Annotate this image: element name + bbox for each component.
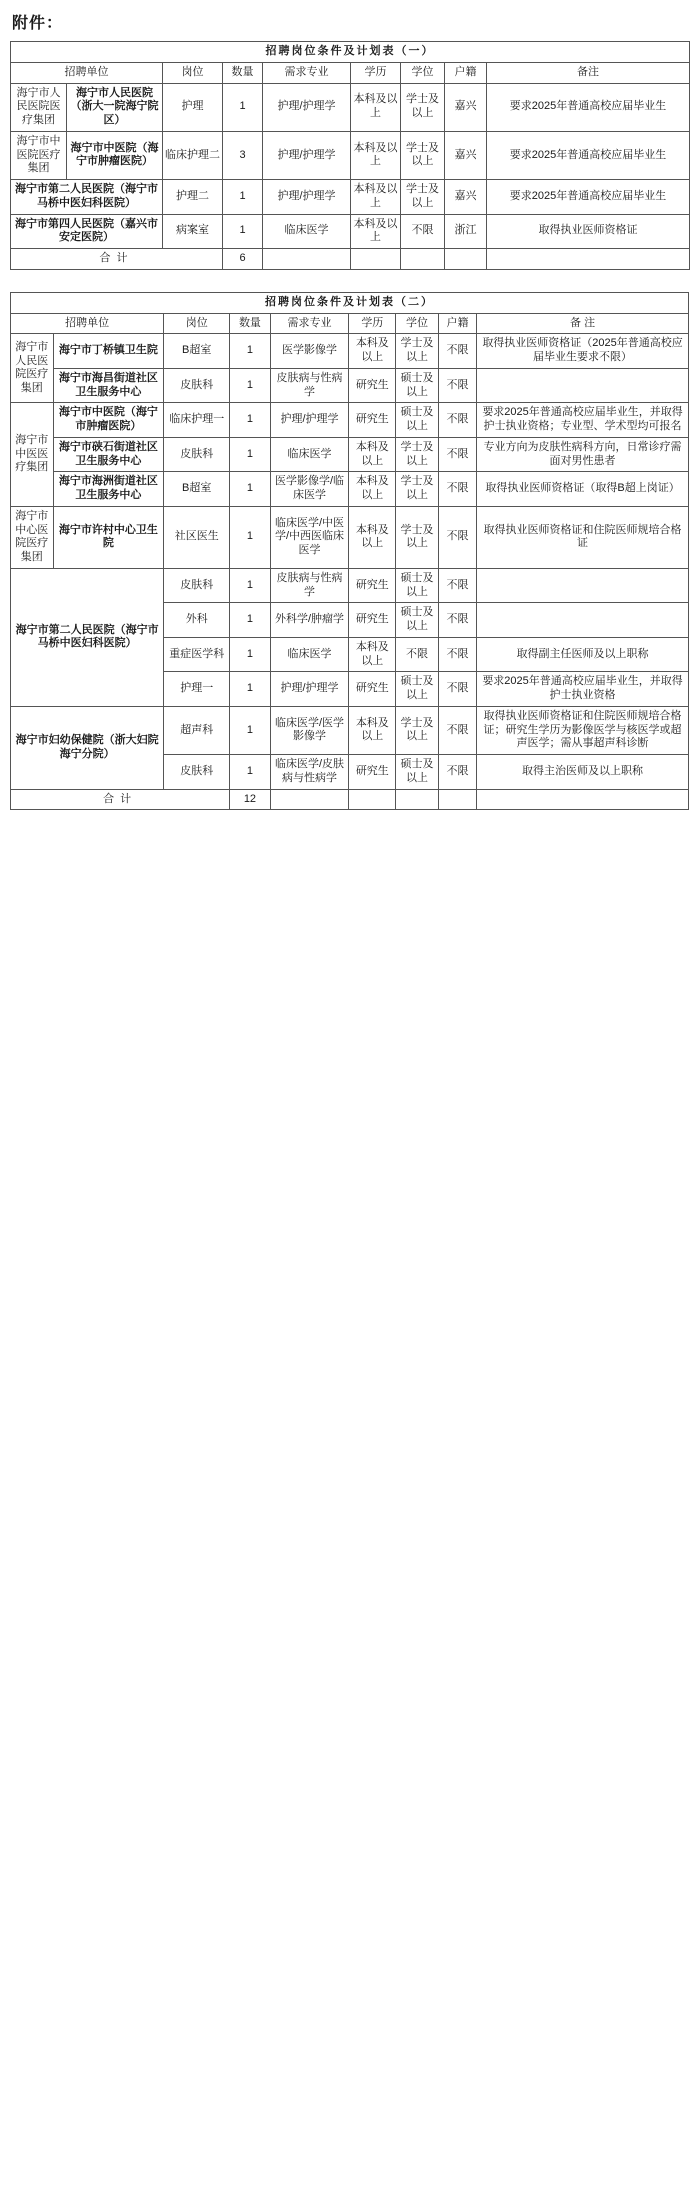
total-blank xyxy=(401,249,445,270)
required-major: 临床医学 xyxy=(263,214,351,249)
post-name: 皮肤科 xyxy=(164,368,230,403)
required-major: 护理/护理学 xyxy=(270,403,349,438)
unit-name: 海宁市妇幼保健院（浙大妇院海宁分院） xyxy=(11,706,164,789)
table-one-header-row xyxy=(11,62,690,83)
household-requirement: 不限 xyxy=(438,472,476,507)
unit-name: 海宁市人民医院（浙大一院海宁院区） xyxy=(67,83,163,131)
post-count: 1 xyxy=(223,83,263,131)
education-level: 本科及以上 xyxy=(349,706,396,754)
degree-level: 学士及以上 xyxy=(401,131,445,179)
total-label: 合计 xyxy=(11,249,223,270)
post-name: 临床护理一 xyxy=(164,403,230,438)
post-name: 护理二 xyxy=(163,180,223,215)
header-major: 需求专业 xyxy=(263,62,351,83)
table-row xyxy=(11,472,689,507)
table-row xyxy=(11,568,689,603)
total-blank xyxy=(263,249,351,270)
header-major: 需求专业 xyxy=(270,313,349,334)
household-requirement: 嘉兴 xyxy=(445,180,487,215)
table-row xyxy=(11,506,689,568)
group-name: 海宁市中医院医疗集团 xyxy=(11,131,67,179)
group-name: 海宁市中医医疗集团 xyxy=(11,403,54,507)
household-requirement: 不限 xyxy=(438,568,476,603)
table-two-title: 招聘岗位条件及计划表（二） xyxy=(11,292,689,313)
header-post: 岗位 xyxy=(164,313,230,334)
remark: 要求2025年普通高校应届毕业生，并取得护士执业资格 xyxy=(477,672,689,707)
table-row xyxy=(11,180,690,215)
header-note: 备 注 xyxy=(477,313,689,334)
total-blank xyxy=(477,789,689,810)
degree-level: 学士及以上 xyxy=(396,437,439,472)
post-count: 1 xyxy=(230,472,270,507)
header-count: 数量 xyxy=(230,313,270,334)
degree-level: 硕士及以上 xyxy=(396,403,439,438)
post-count: 1 xyxy=(230,637,270,672)
header-unit: 招聘单位 xyxy=(11,313,164,334)
required-major: 护理/护理学 xyxy=(263,83,351,131)
education-level: 本科及以上 xyxy=(349,637,396,672)
total-blank xyxy=(487,249,690,270)
degree-level: 学士及以上 xyxy=(401,83,445,131)
degree-level: 硕士及以上 xyxy=(396,755,439,790)
household-requirement: 嘉兴 xyxy=(445,131,487,179)
required-major: 皮肤病与性病学 xyxy=(270,368,349,403)
required-major: 临床医学 xyxy=(270,437,349,472)
post-count: 1 xyxy=(230,672,270,707)
header-note: 备注 xyxy=(487,62,690,83)
household-requirement: 浙江 xyxy=(445,214,487,249)
remark: 取得执业医师资格证（取得B超上岗证） xyxy=(477,472,689,507)
required-major: 临床医学/皮肤病与性病学 xyxy=(270,755,349,790)
total-value: 6 xyxy=(223,249,263,270)
household-requirement: 不限 xyxy=(438,672,476,707)
table-row xyxy=(11,403,689,438)
post-name: 外科 xyxy=(164,603,230,638)
degree-level: 硕士及以上 xyxy=(396,672,439,707)
household-requirement: 嘉兴 xyxy=(445,83,487,131)
unit-name: 海宁市中医院（海宁市肿瘤医院） xyxy=(67,131,163,179)
remark: 要求2025年普通高校应届毕业生 xyxy=(487,180,690,215)
remark: 取得副主任医师及以上职称 xyxy=(477,637,689,672)
degree-level: 学士及以上 xyxy=(396,472,439,507)
post-count: 3 xyxy=(223,131,263,179)
degree-level: 硕士及以上 xyxy=(396,568,439,603)
unit-name: 海宁市第二人民医院（海宁市马桥中医妇科医院） xyxy=(11,180,163,215)
household-requirement: 不限 xyxy=(438,506,476,568)
total-blank xyxy=(270,789,349,810)
recruitment-table-one xyxy=(10,41,690,270)
remark: 取得执业医师资格证 xyxy=(487,214,690,249)
education-level: 本科及以上 xyxy=(351,180,401,215)
education-level: 本科及以上 xyxy=(349,506,396,568)
education-level: 研究生 xyxy=(349,603,396,638)
unit-name: 海宁市第四人民医院（嘉兴市安定医院） xyxy=(11,214,163,249)
post-name: 护理一 xyxy=(164,672,230,707)
post-count: 1 xyxy=(230,755,270,790)
post-count: 1 xyxy=(230,603,270,638)
education-level: 本科及以上 xyxy=(351,83,401,131)
education-level: 本科及以上 xyxy=(351,214,401,249)
unit-name: 海宁市海昌街道社区卫生服务中心 xyxy=(53,368,164,403)
household-requirement: 不限 xyxy=(438,755,476,790)
unit-name: 海宁市丁桥镇卫生院 xyxy=(53,334,164,369)
group-name: 海宁市中心医院医疗集团 xyxy=(11,506,54,568)
post-count: 1 xyxy=(230,403,270,438)
required-major: 外科学/肿瘤学 xyxy=(270,603,349,638)
table-one-title: 招聘岗位条件及计划表（一） xyxy=(11,42,690,63)
remark: 取得执业医师资格证和住院医师规培合格证；研究生学历为影像医学与核医学或超声医学；需从事超声科诊断 xyxy=(477,706,689,754)
required-major: 医学影像学 xyxy=(270,334,349,369)
post-count: 1 xyxy=(223,214,263,249)
unit-name: 海宁市硖石街道社区卫生服务中心 xyxy=(53,437,164,472)
unit-name: 海宁市许村中心卫生院 xyxy=(53,506,164,568)
post-count: 1 xyxy=(223,180,263,215)
required-major: 临床医学/中医学/中西医临床医学 xyxy=(270,506,349,568)
table-row xyxy=(11,334,689,369)
total-blank xyxy=(396,789,439,810)
required-major: 皮肤病与性病学 xyxy=(270,568,349,603)
attachment-label: 附件： xyxy=(12,15,64,32)
post-count: 1 xyxy=(230,368,270,403)
post-name: 护理 xyxy=(163,83,223,131)
degree-level: 不限 xyxy=(401,214,445,249)
degree-level: 学士及以上 xyxy=(396,334,439,369)
table-row xyxy=(11,437,689,472)
education-level: 研究生 xyxy=(349,568,396,603)
remark: 要求2025年普通高校应届毕业生 xyxy=(487,83,690,131)
household-requirement: 不限 xyxy=(438,403,476,438)
education-level: 本科及以上 xyxy=(349,437,396,472)
total-label: 合计 xyxy=(11,789,230,810)
education-level: 本科及以上 xyxy=(351,131,401,179)
group-name: 海宁市人民医院医疗集团 xyxy=(11,83,67,131)
header-unit: 招聘单位 xyxy=(11,62,163,83)
education-level: 本科及以上 xyxy=(349,472,396,507)
table-two-total-row xyxy=(11,789,689,810)
post-name: 病案室 xyxy=(163,214,223,249)
post-name: 皮肤科 xyxy=(164,437,230,472)
remark: 要求2025年普通高校应届毕业生 xyxy=(487,131,690,179)
education-level: 研究生 xyxy=(349,755,396,790)
post-count: 1 xyxy=(230,568,270,603)
post-name: 临床护理二 xyxy=(163,131,223,179)
remark: 取得主治医师及以上职称 xyxy=(477,755,689,790)
total-blank xyxy=(438,789,476,810)
degree-level: 不限 xyxy=(396,637,439,672)
degree-level: 硕士及以上 xyxy=(396,368,439,403)
total-blank xyxy=(445,249,487,270)
required-major: 临床医学/医学影像学 xyxy=(270,706,349,754)
education-level: 本科及以上 xyxy=(349,334,396,369)
required-major: 临床医学 xyxy=(270,637,349,672)
household-requirement: 不限 xyxy=(438,437,476,472)
required-major: 护理/护理学 xyxy=(270,672,349,707)
post-count: 1 xyxy=(230,334,270,369)
post-count: 1 xyxy=(230,506,270,568)
required-major: 医学影像学/临床医学 xyxy=(270,472,349,507)
household-requirement: 不限 xyxy=(438,334,476,369)
total-blank xyxy=(349,789,396,810)
group-name: 海宁市人民医院医疗集团 xyxy=(11,334,54,403)
degree-level: 硕士及以上 xyxy=(396,603,439,638)
post-name: 重症医学科 xyxy=(164,637,230,672)
education-level: 研究生 xyxy=(349,672,396,707)
table-two-title-row xyxy=(11,292,689,313)
remark: 取得执业医师资格证和住院医师规培合格证 xyxy=(477,506,689,568)
table-row xyxy=(11,706,689,754)
table-two-header-row xyxy=(11,313,689,334)
header-post: 岗位 xyxy=(163,62,223,83)
header-household: 户籍 xyxy=(438,313,476,334)
header-degree: 学位 xyxy=(396,313,439,334)
unit-name: 海宁市海洲街道社区卫生服务中心 xyxy=(53,472,164,507)
table-row xyxy=(11,214,690,249)
post-count: 1 xyxy=(230,437,270,472)
recruitment-table-two xyxy=(10,292,689,811)
required-major: 护理/护理学 xyxy=(263,131,351,179)
total-blank xyxy=(351,249,401,270)
post-name: 超声科 xyxy=(164,706,230,754)
education-level: 研究生 xyxy=(349,368,396,403)
required-major: 护理/护理学 xyxy=(263,180,351,215)
header-household: 户籍 xyxy=(445,62,487,83)
table-one-title-row xyxy=(11,42,690,63)
post-name: B超室 xyxy=(164,472,230,507)
table-row xyxy=(11,83,690,131)
remark xyxy=(477,603,689,638)
post-name: 皮肤科 xyxy=(164,568,230,603)
header-education: 学历 xyxy=(351,62,401,83)
remark: 要求2025年普通高校应届毕业生，并取得护士执业资格；专业型、学术型均可报名 xyxy=(477,403,689,438)
total-value: 12 xyxy=(230,789,270,810)
household-requirement: 不限 xyxy=(438,603,476,638)
education-level: 研究生 xyxy=(349,403,396,438)
header-education: 学历 xyxy=(349,313,396,334)
unit-name: 海宁市中医院（海宁市肿瘤医院） xyxy=(53,403,164,438)
post-count: 1 xyxy=(230,706,270,754)
table-row xyxy=(11,368,689,403)
header-count: 数量 xyxy=(223,62,263,83)
household-requirement: 不限 xyxy=(438,637,476,672)
remark xyxy=(477,568,689,603)
remark xyxy=(477,368,689,403)
document-page xyxy=(0,0,699,842)
table-row xyxy=(11,131,690,179)
post-name: 皮肤科 xyxy=(164,755,230,790)
table-one-total-row xyxy=(11,249,690,270)
post-name: 社区医生 xyxy=(164,506,230,568)
post-name: B超室 xyxy=(164,334,230,369)
remark: 取得执业医师资格证（2025年普通高校应届毕业生要求不限） xyxy=(477,334,689,369)
degree-level: 学士及以上 xyxy=(396,706,439,754)
degree-level: 学士及以上 xyxy=(401,180,445,215)
degree-level: 学士及以上 xyxy=(396,506,439,568)
header-degree: 学位 xyxy=(401,62,445,83)
household-requirement: 不限 xyxy=(438,368,476,403)
unit-name: 海宁市第二人民医院（海宁市马桥中医妇科医院） xyxy=(11,568,164,706)
remark: 专业方向为皮肤性病科方向，日常诊疗需面对男性患者 xyxy=(477,437,689,472)
household-requirement: 不限 xyxy=(438,706,476,754)
